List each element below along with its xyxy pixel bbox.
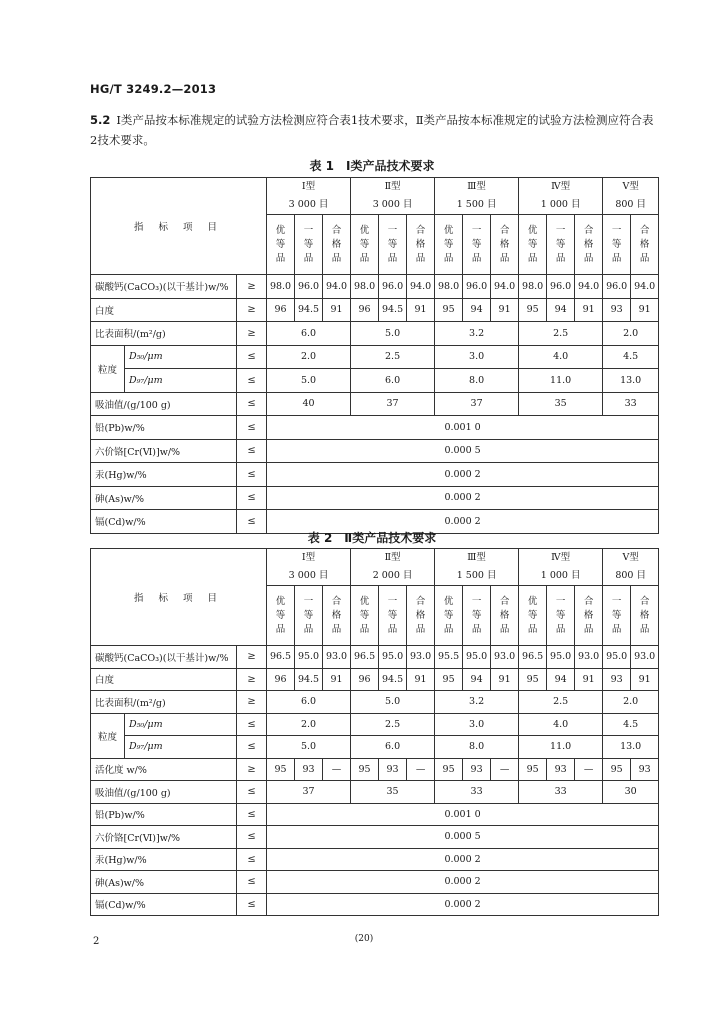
value-cell: 96.5 bbox=[519, 646, 547, 669]
row-label: 活化度 w/% bbox=[91, 758, 237, 781]
grade-label: 一等品 bbox=[387, 595, 398, 635]
value-cell: 2.5 bbox=[519, 322, 603, 346]
value-cell: 2.5 bbox=[519, 691, 603, 714]
value-cell: 94.0 bbox=[407, 275, 435, 299]
table-row bbox=[91, 758, 687, 781]
value-cell: — bbox=[407, 758, 435, 781]
value-cell: 93.0 bbox=[631, 646, 659, 669]
grade-label: 一等品 bbox=[555, 224, 566, 264]
value-cell: 95 bbox=[435, 298, 463, 322]
relation-symbol: ≤ bbox=[237, 486, 267, 510]
value-cell: 37 bbox=[435, 392, 519, 416]
type-header bbox=[351, 549, 435, 586]
type-name: Ⅲ型 bbox=[467, 552, 486, 563]
type-header bbox=[351, 178, 435, 215]
grade-header bbox=[435, 215, 463, 275]
value-cell: 91 bbox=[323, 298, 351, 322]
value-cell: 96.0 bbox=[547, 275, 575, 299]
table-row bbox=[91, 369, 687, 393]
relation-symbol: ≤ bbox=[237, 439, 267, 463]
grade-label: 优等品 bbox=[443, 224, 454, 264]
header-row bbox=[91, 178, 687, 215]
type-mesh: 800 目 bbox=[615, 570, 646, 581]
table-row bbox=[91, 781, 687, 804]
value-cell: 33 bbox=[435, 781, 519, 804]
type-header bbox=[267, 549, 351, 586]
row-label: 白度 bbox=[91, 668, 237, 691]
value-cell: 3.2 bbox=[435, 691, 519, 714]
relation-symbol: ≤ bbox=[237, 736, 267, 759]
value-cell: 95 bbox=[267, 758, 295, 781]
grade-header bbox=[295, 215, 323, 275]
value-cell: 93.0 bbox=[491, 646, 519, 669]
table-row bbox=[91, 893, 687, 916]
value-cell: — bbox=[491, 758, 519, 781]
row-label: 铅(Pb)w/% bbox=[91, 803, 237, 826]
value-cell: 2.0 bbox=[603, 691, 659, 714]
value-cell: 93 bbox=[295, 758, 323, 781]
grade-header bbox=[295, 586, 323, 646]
grade-header bbox=[575, 215, 603, 275]
relation-symbol: ≤ bbox=[237, 345, 267, 369]
value-cell: 0.000 2 bbox=[267, 486, 659, 510]
value-cell: 95.0 bbox=[603, 646, 631, 669]
value-cell: 0.000 5 bbox=[267, 826, 659, 849]
table-row bbox=[91, 803, 687, 826]
value-cell: 91 bbox=[575, 298, 603, 322]
row-label: 六价铬[Cr(Ⅵ)]w/% bbox=[91, 826, 237, 849]
relation-symbol: ≥ bbox=[237, 322, 267, 346]
grade-header bbox=[379, 215, 407, 275]
value-cell: 2.0 bbox=[267, 713, 351, 736]
relation-symbol: ≤ bbox=[237, 463, 267, 487]
value-cell: 96.0 bbox=[603, 275, 631, 299]
value-cell: 96.5 bbox=[351, 646, 379, 669]
type-mesh: 2 000 目 bbox=[372, 570, 413, 581]
row-label: 白度 bbox=[91, 298, 237, 322]
table-row bbox=[91, 668, 687, 691]
grade-label: 优等品 bbox=[443, 595, 454, 635]
grade-label: 一等品 bbox=[611, 224, 622, 264]
clause-text: Ⅰ类产品按本标准规定的试验方法检测应符合表1技术要求，Ⅱ类产品按本标准规定的试验方法检测应符合表2技术要求。 bbox=[90, 113, 654, 147]
grade-label: 优等品 bbox=[359, 595, 370, 635]
row-label: 吸油值/(g/100 g) bbox=[91, 781, 237, 804]
value-cell: 95 bbox=[351, 758, 379, 781]
relation-symbol: ≤ bbox=[237, 369, 267, 393]
page-number: 2 bbox=[93, 936, 100, 947]
relation-symbol: ≤ bbox=[237, 803, 267, 826]
table-row bbox=[91, 298, 687, 322]
value-cell: 91 bbox=[491, 298, 519, 322]
row-label: 比表面积/(m²/g) bbox=[91, 322, 237, 346]
grade-label: 合格品 bbox=[331, 595, 342, 635]
relation-symbol: ≥ bbox=[237, 691, 267, 714]
type-header bbox=[267, 178, 351, 215]
value-cell: 6.0 bbox=[351, 736, 435, 759]
value-cell: 3.2 bbox=[435, 322, 519, 346]
value-cell: 96 bbox=[351, 668, 379, 691]
type-mesh: 1 000 目 bbox=[540, 570, 581, 581]
row-label: 碳酸钙(CaCO₃)(以干基计)w/% bbox=[91, 646, 237, 669]
value-cell: 13.0 bbox=[603, 736, 659, 759]
value-cell: 96 bbox=[267, 668, 295, 691]
value-cell: 30 bbox=[603, 781, 659, 804]
grade-header bbox=[463, 215, 491, 275]
value-cell: 3.0 bbox=[435, 345, 519, 369]
value-cell: 94.0 bbox=[491, 275, 519, 299]
relation-symbol: ≤ bbox=[237, 781, 267, 804]
type-name: Ⅱ型 bbox=[384, 181, 401, 192]
value-cell: 94.5 bbox=[379, 668, 407, 691]
value-cell: 6.0 bbox=[267, 322, 351, 346]
value-cell: 96 bbox=[267, 298, 295, 322]
group-label: 粒度 bbox=[91, 713, 125, 758]
grade-header bbox=[575, 586, 603, 646]
table-row bbox=[91, 345, 687, 369]
value-cell: 95 bbox=[603, 758, 631, 781]
value-cell: 91 bbox=[323, 668, 351, 691]
grade-label: 合格品 bbox=[583, 595, 594, 635]
value-cell: 4.0 bbox=[519, 713, 603, 736]
type-name: Ⅳ型 bbox=[551, 552, 571, 563]
value-cell: 5.0 bbox=[267, 369, 351, 393]
value-cell: 94 bbox=[547, 298, 575, 322]
grade-label: 合格品 bbox=[583, 224, 594, 264]
grade-header bbox=[267, 215, 295, 275]
grade-label: 合格品 bbox=[639, 595, 650, 635]
value-cell: 91 bbox=[575, 668, 603, 691]
value-cell: 0.000 2 bbox=[267, 871, 659, 894]
grade-label: 一等品 bbox=[303, 595, 314, 635]
grade-header bbox=[491, 215, 519, 275]
row-label: 比表面积/(m²/g) bbox=[91, 691, 237, 714]
grade-header bbox=[323, 586, 351, 646]
relation-symbol: ≤ bbox=[237, 392, 267, 416]
value-cell: 95.0 bbox=[379, 646, 407, 669]
value-cell: 95 bbox=[519, 298, 547, 322]
value-cell: 33 bbox=[603, 392, 659, 416]
value-cell: 98.0 bbox=[351, 275, 379, 299]
value-cell: 96.0 bbox=[379, 275, 407, 299]
value-cell: 93 bbox=[631, 758, 659, 781]
value-cell: 94 bbox=[463, 668, 491, 691]
table-row bbox=[91, 691, 687, 714]
type-name: Ⅱ型 bbox=[384, 552, 401, 563]
relation-symbol: ≥ bbox=[237, 298, 267, 322]
grade-label: 合格品 bbox=[415, 595, 426, 635]
value-cell: 5.0 bbox=[351, 691, 435, 714]
value-cell: 11.0 bbox=[519, 736, 603, 759]
grade-label: 合格品 bbox=[639, 224, 650, 264]
relation-symbol: ≤ bbox=[237, 416, 267, 440]
relation-symbol: ≤ bbox=[237, 848, 267, 871]
value-cell: 94.0 bbox=[575, 275, 603, 299]
type-header bbox=[435, 549, 519, 586]
grade-header bbox=[603, 586, 631, 646]
type-name: Ⅰ型 bbox=[301, 181, 316, 192]
type-name: Ⅳ型 bbox=[551, 181, 571, 192]
table-row bbox=[91, 826, 687, 849]
value-cell: 33 bbox=[519, 781, 603, 804]
value-cell: 6.0 bbox=[267, 691, 351, 714]
grade-label: 一等品 bbox=[471, 595, 482, 635]
grade-header bbox=[463, 586, 491, 646]
grade-header bbox=[631, 215, 659, 275]
value-cell: 98.0 bbox=[519, 275, 547, 299]
value-cell: 4.5 bbox=[603, 345, 659, 369]
grade-header bbox=[351, 586, 379, 646]
relation-symbol: ≤ bbox=[237, 713, 267, 736]
relation-symbol: ≥ bbox=[237, 646, 267, 669]
row-label: 镉(Cd)w/% bbox=[91, 893, 237, 916]
value-cell: 13.0 bbox=[603, 369, 659, 393]
value-cell: 91 bbox=[407, 298, 435, 322]
group-label: 粒度 bbox=[91, 345, 125, 392]
row-label: 铅(Pb)w/% bbox=[91, 416, 237, 440]
table-row bbox=[91, 392, 687, 416]
grade-label: 优等品 bbox=[359, 224, 370, 264]
type-name: Ⅰ型 bbox=[301, 552, 316, 563]
grade-header bbox=[379, 586, 407, 646]
type-mesh: 800 目 bbox=[615, 199, 646, 210]
grade-label: 优等品 bbox=[275, 595, 286, 635]
value-cell: 94.5 bbox=[379, 298, 407, 322]
grade-label: 合格品 bbox=[499, 224, 510, 264]
value-cell: 94.0 bbox=[631, 275, 659, 299]
type-name: Ⅲ型 bbox=[467, 181, 486, 192]
type-header bbox=[519, 178, 603, 215]
value-cell: 95 bbox=[435, 668, 463, 691]
type-mesh: 1 000 目 bbox=[540, 199, 581, 210]
grade-header bbox=[519, 586, 547, 646]
table-row bbox=[91, 439, 687, 463]
relation-symbol: ≤ bbox=[237, 826, 267, 849]
clause-5-2 bbox=[90, 110, 660, 150]
value-cell: 4.5 bbox=[603, 713, 659, 736]
type-header bbox=[603, 549, 659, 586]
type-mesh: 3 000 目 bbox=[288, 570, 329, 581]
table-row bbox=[91, 713, 687, 736]
value-cell: 91 bbox=[407, 668, 435, 691]
row-label: 砷(As)w/% bbox=[91, 871, 237, 894]
grade-header bbox=[603, 215, 631, 275]
grade-label: 一等品 bbox=[471, 224, 482, 264]
value-cell: 8.0 bbox=[435, 736, 519, 759]
standard-number: HG/T 3249.2—2013 bbox=[90, 82, 217, 96]
value-cell: 95.0 bbox=[463, 646, 491, 669]
value-cell: 35 bbox=[351, 781, 435, 804]
value-cell: 95.0 bbox=[547, 646, 575, 669]
value-cell: 98.0 bbox=[267, 275, 295, 299]
value-cell: 94.5 bbox=[295, 298, 323, 322]
relation-symbol: ≤ bbox=[237, 871, 267, 894]
type-mesh: 1 500 目 bbox=[456, 199, 497, 210]
value-cell: 0.000 2 bbox=[267, 510, 659, 534]
value-cell: 11.0 bbox=[519, 369, 603, 393]
value-cell: 35 bbox=[519, 392, 603, 416]
table-row bbox=[91, 848, 687, 871]
grade-header bbox=[519, 215, 547, 275]
row-label: 汞(Hg)w/% bbox=[91, 463, 237, 487]
value-cell: 95.0 bbox=[295, 646, 323, 669]
value-cell: 8.0 bbox=[435, 369, 519, 393]
relation-symbol: ≤ bbox=[237, 893, 267, 916]
type-mesh: 1 500 目 bbox=[456, 570, 497, 581]
value-cell: 96.0 bbox=[295, 275, 323, 299]
row-label: D₅₀/μm bbox=[125, 713, 237, 736]
value-cell: 0.001 0 bbox=[267, 803, 659, 826]
value-cell: 93 bbox=[463, 758, 491, 781]
value-cell: 93 bbox=[603, 298, 631, 322]
value-cell: 5.0 bbox=[351, 322, 435, 346]
value-cell: 0.000 2 bbox=[267, 463, 659, 487]
value-cell: 94 bbox=[463, 298, 491, 322]
grade-label: 合格品 bbox=[415, 224, 426, 264]
grade-header bbox=[491, 586, 519, 646]
value-cell: 95.5 bbox=[435, 646, 463, 669]
clause-number: 5.2 bbox=[90, 113, 111, 127]
table-row bbox=[91, 486, 687, 510]
item-header: 指 标 项 目 bbox=[91, 549, 267, 646]
table1-caption: 表 1 Ⅰ类产品技术要求 bbox=[309, 159, 435, 173]
row-label: D₉₇/μm bbox=[125, 736, 237, 759]
value-cell: 93.0 bbox=[407, 646, 435, 669]
type-header bbox=[519, 549, 603, 586]
row-label: D₅₀/μm bbox=[125, 345, 237, 369]
value-cell: 93 bbox=[603, 668, 631, 691]
table-row bbox=[91, 871, 687, 894]
row-label: 镉(Cd)w/% bbox=[91, 510, 237, 534]
value-cell: 2.0 bbox=[267, 345, 351, 369]
value-cell: 93 bbox=[379, 758, 407, 781]
grade-header bbox=[351, 215, 379, 275]
type-header bbox=[435, 178, 519, 215]
row-label: 汞(Hg)w/% bbox=[91, 848, 237, 871]
value-cell: 95 bbox=[435, 758, 463, 781]
grade-label: 优等品 bbox=[275, 224, 286, 264]
type-mesh: 3 000 目 bbox=[372, 199, 413, 210]
table-row bbox=[91, 416, 687, 440]
relation-symbol: ≥ bbox=[237, 275, 267, 299]
value-cell: 93.0 bbox=[575, 646, 603, 669]
row-label: 吸油值/(g/100 g) bbox=[91, 392, 237, 416]
table1 bbox=[90, 177, 687, 534]
relation-symbol: ≥ bbox=[237, 668, 267, 691]
value-cell: 96.0 bbox=[463, 275, 491, 299]
grade-label: 优等品 bbox=[527, 224, 538, 264]
page-number-center: (20) bbox=[354, 934, 374, 944]
header-row bbox=[91, 549, 687, 586]
value-cell: 0.000 5 bbox=[267, 439, 659, 463]
value-cell: 94.0 bbox=[323, 275, 351, 299]
value-cell: 95 bbox=[519, 668, 547, 691]
grade-label: 一等品 bbox=[611, 595, 622, 635]
value-cell: 96.5 bbox=[267, 646, 295, 669]
table-row bbox=[91, 275, 687, 299]
value-cell: 4.0 bbox=[519, 345, 603, 369]
value-cell: 96 bbox=[351, 298, 379, 322]
value-cell: 5.0 bbox=[267, 736, 351, 759]
grade-header bbox=[323, 215, 351, 275]
value-cell: 94 bbox=[547, 668, 575, 691]
value-cell: 6.0 bbox=[351, 369, 435, 393]
type-header bbox=[603, 178, 659, 215]
table2 bbox=[90, 548, 687, 916]
value-cell: 40 bbox=[267, 392, 351, 416]
value-cell: 91 bbox=[631, 668, 659, 691]
value-cell: 93 bbox=[547, 758, 575, 781]
value-cell: 37 bbox=[267, 781, 351, 804]
row-label: 六价铬[Cr(Ⅵ)]w/% bbox=[91, 439, 237, 463]
type-name: Ⅴ型 bbox=[622, 181, 639, 192]
relation-symbol: ≥ bbox=[237, 758, 267, 781]
table-row bbox=[91, 322, 687, 346]
grade-label: 一等品 bbox=[387, 224, 398, 264]
grade-header bbox=[435, 586, 463, 646]
value-cell: 0.001 0 bbox=[267, 416, 659, 440]
grade-label: 优等品 bbox=[527, 595, 538, 635]
grade-header bbox=[547, 215, 575, 275]
type-mesh: 3 000 目 bbox=[288, 199, 329, 210]
relation-symbol: ≤ bbox=[237, 510, 267, 534]
value-cell: 2.5 bbox=[351, 713, 435, 736]
value-cell: 94.5 bbox=[295, 668, 323, 691]
row-label: 砷(As)w/% bbox=[91, 486, 237, 510]
grade-label: 合格品 bbox=[331, 224, 342, 264]
value-cell: 3.0 bbox=[435, 713, 519, 736]
table2-caption: 表 2 Ⅱ类产品技术要求 bbox=[307, 531, 437, 545]
grade-label: 一等品 bbox=[303, 224, 314, 264]
value-cell: 93.0 bbox=[323, 646, 351, 669]
table-row bbox=[91, 463, 687, 487]
row-label: 碳酸钙(CaCO₃)(以干基计)w/% bbox=[91, 275, 237, 299]
type-name: Ⅴ型 bbox=[622, 552, 639, 563]
table-row bbox=[91, 736, 687, 759]
value-cell: 91 bbox=[491, 668, 519, 691]
table-row bbox=[91, 646, 687, 669]
value-cell: 95 bbox=[519, 758, 547, 781]
value-cell: 0.000 2 bbox=[267, 848, 659, 871]
item-header: 指 标 项 目 bbox=[91, 178, 267, 275]
grade-header bbox=[267, 586, 295, 646]
value-cell: 98.0 bbox=[435, 275, 463, 299]
value-cell: 0.000 2 bbox=[267, 893, 659, 916]
value-cell: 37 bbox=[351, 392, 435, 416]
value-cell: — bbox=[575, 758, 603, 781]
grade-label: 合格品 bbox=[499, 595, 510, 635]
grade-header bbox=[631, 586, 659, 646]
grade-header bbox=[407, 586, 435, 646]
value-cell: — bbox=[323, 758, 351, 781]
value-cell: 2.5 bbox=[351, 345, 435, 369]
grade-header bbox=[407, 215, 435, 275]
grade-label: 一等品 bbox=[555, 595, 566, 635]
grade-header bbox=[547, 586, 575, 646]
value-cell: 91 bbox=[631, 298, 659, 322]
row-label: D₉₇/μm bbox=[125, 369, 237, 393]
value-cell: 2.0 bbox=[603, 322, 659, 346]
